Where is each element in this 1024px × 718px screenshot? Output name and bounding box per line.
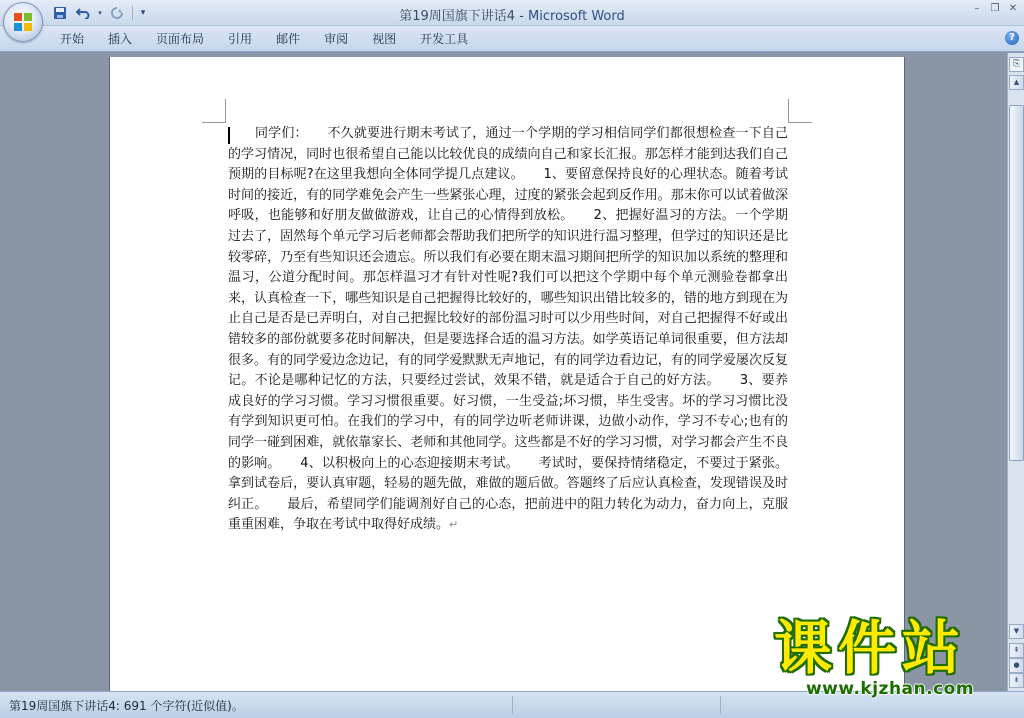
watermark-url: www.kjzhan.com [805, 679, 975, 699]
tab-home[interactable]: 开始 [60, 32, 85, 46]
view-ruler-icon[interactable]: ⎘ [1009, 57, 1024, 72]
previous-page-icon[interactable]: ⇞ [1009, 643, 1024, 658]
title-bar [0, 0, 1024, 26]
tab-developer[interactable]: 开发工具 [420, 32, 469, 46]
office-button[interactable] [3, 2, 43, 42]
next-page-icon[interactable]: ⇟ [1009, 673, 1024, 688]
title-separator: - [515, 9, 529, 24]
vertical-scrollbar[interactable] [1007, 53, 1024, 691]
office-logo-icon [14, 13, 33, 32]
status-separator [720, 696, 721, 714]
document-text: 同学们： 不久就要进行期末考试了，通过一个学期的学习相信同学们都很想检查一下自己的学习情况，同时也很希望自己能以比较优良的成绩向自己和家长汇报。那怎样才能到达我们自己预期的目标呢?在这里我想向全体同学提几点建议。 1、要留意保持良好的心理状态。随着考试时间的接近，有的同学难免会产生一些紧张心理，过度的紧张会起到反作用。那末你可以试着做深呼吸，也能够和好朋友做做游戏，让自己的心情得到放松。 2、把握好温习的方法。一个学期过去了，固然每个单元学习后老师都会帮助我们把所学的知识进行温习整理，但学过的知识还是比较零碎，乃至有些知识还会遗忘。所以我们有必要在期末温习期间把所学的知识加以系统的整理和温习，公道分配时间。那怎样温习才有针对性呢?我们可以把这个学期中每个单元测验卷都拿出来，认真检查一下，哪些知识是自己把握得比较好的，哪些知识出错比较多的，错的地方到现在为止自己是否是已弄明白，对自己把握比较好的部份温习时可以少用些时间，对自己把握得不好或出错较多的部份就要多花时间解决，但是要选择合适的温习方法。如学英语记单词很重要，但方法却很多。有的同学爱边念边记，有的同学爱默默无声地记，有的同学边看边记，有的同学爱屡次反复记。不论是哪种记忆的方法，只要经过尝试，效果不错，就是适合于自己的好方法。 3、要养成良好的学习习惯。学习习惯很重要。好习惯，一生受益;坏习惯，毕生受害。坏的学习习惯比没有学到知识更可怕。在我们的学习中，有的同学边听老师讲课，边做小动作，学习不专心;也有的同学一碰到困难，就依靠家长、老师和其他同学。这些都是不好的学习习惯，对学习都会产生不良的影响。 4、以积极向上的心态迎接期末考试。 考试时，要保持情绪稳定，不要过于紧张。拿到试卷后，要认真审题，轻易的题先做，难做的题后做。答题终了后应认真检查，发现错误及时纠正。 最后，希望同学们能调剂好自己的心态，把前进中的阻力转化为动力，奋力向上，克服重重困难，争取在考试中取得好成绩。 [228, 126, 788, 533]
help-icon[interactable]: ? [1005, 31, 1019, 45]
tab-view[interactable]: 视图 [372, 32, 397, 46]
close-icon[interactable]: ✕ [1008, 3, 1018, 14]
restore-icon[interactable]: ❐ [990, 3, 1000, 14]
status-word-count[interactable]: 第19周国旗下讲话4: 691 个字符(近似值)。 [9, 699, 244, 713]
window-title [0, 5, 1024, 24]
document-area [0, 53, 1007, 691]
scroll-down-icon[interactable]: ▼ [1009, 624, 1024, 639]
document-body[interactable] [228, 124, 788, 536]
tab-page-layout[interactable]: 页面布局 [156, 32, 205, 46]
tab-review[interactable]: 审阅 [324, 32, 349, 46]
window-controls [970, 2, 1020, 16]
ribbon [0, 26, 1024, 52]
crop-mark-top-right [788, 99, 812, 123]
tab-mailings[interactable]: 邮件 [276, 32, 301, 46]
ribbon-tabs [48, 30, 480, 48]
undo-dropdown-icon[interactable]: ▾ [98, 9, 102, 17]
minimize-icon[interactable]: – [974, 3, 980, 14]
status-separator [512, 696, 513, 714]
app-name: Microsoft Word [528, 9, 625, 24]
tab-references[interactable]: 引用 [228, 32, 253, 46]
crop-mark-top-left [202, 99, 226, 123]
watermark-chinese: 课件站 [774, 614, 967, 682]
scroll-thumb[interactable] [1009, 105, 1024, 461]
browse-object-icon[interactable]: ● [1009, 658, 1024, 673]
document-title: 第19周国旗下讲话4 [399, 9, 516, 24]
scroll-up-icon[interactable]: ▲ [1009, 75, 1024, 90]
tab-insert[interactable]: 插入 [108, 32, 133, 46]
document-page[interactable] [110, 57, 904, 691]
customize-dropdown-icon[interactable]: ▾ [140, 8, 146, 18]
paragraph-mark: ↵ [449, 518, 459, 532]
watermark-logo [774, 614, 1006, 699]
